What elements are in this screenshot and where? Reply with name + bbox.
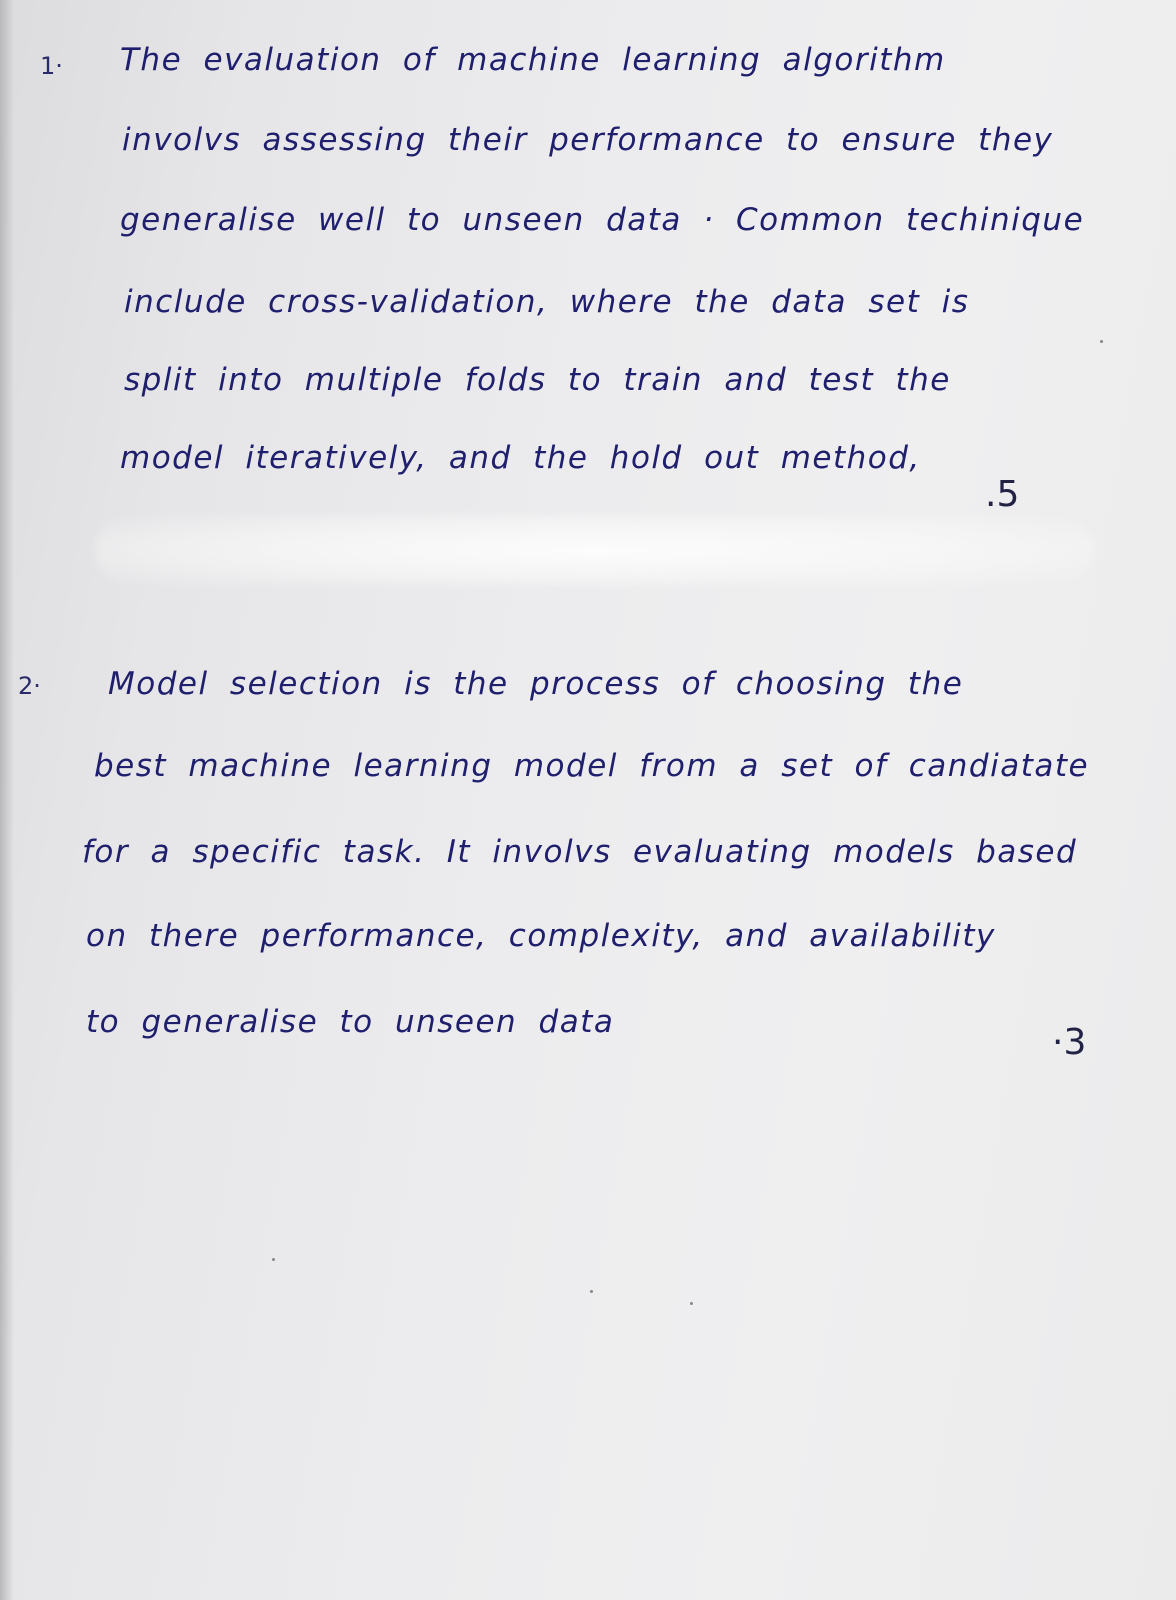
answer-1-line: generalise well to unseen data · Common techinique bbox=[120, 202, 1085, 238]
answer-2-line: to generalise to unseen data bbox=[86, 1004, 615, 1040]
answer-1-line: split into multiple folds to train and test the bbox=[124, 362, 951, 398]
answer-1-line: model iteratively, and the hold out method, bbox=[120, 440, 921, 476]
answer-2-line: for a specific task. It involvs evaluating models based bbox=[82, 834, 1078, 870]
answer-1-number: 1· bbox=[40, 52, 63, 80]
paper-speck bbox=[690, 1302, 693, 1305]
paper-speck bbox=[272, 1258, 275, 1261]
paper-speck bbox=[1100, 340, 1103, 343]
answer-1-line: involvs assessing their performance to ensure they bbox=[122, 122, 1054, 158]
erased-smudge bbox=[95, 515, 1095, 585]
answer-2-line: Model selection is the process of choosing the bbox=[108, 666, 964, 702]
answer-1-line: include cross-validation, where the data set is bbox=[124, 284, 970, 320]
answer-2-score: ·3 bbox=[1052, 1022, 1087, 1063]
page-edge-shadow bbox=[0, 0, 14, 1600]
answer-1-line: The evaluation of machine learning algorithm bbox=[120, 42, 946, 78]
answer-2-number: 2· bbox=[18, 672, 41, 700]
paper-speck bbox=[590, 1290, 593, 1293]
answer-2-line: best machine learning model from a set of candiatate bbox=[94, 748, 1090, 784]
answer-2-line: on there performance, complexity, and availability bbox=[86, 918, 996, 954]
answer-1-score: .5 bbox=[985, 474, 1020, 515]
